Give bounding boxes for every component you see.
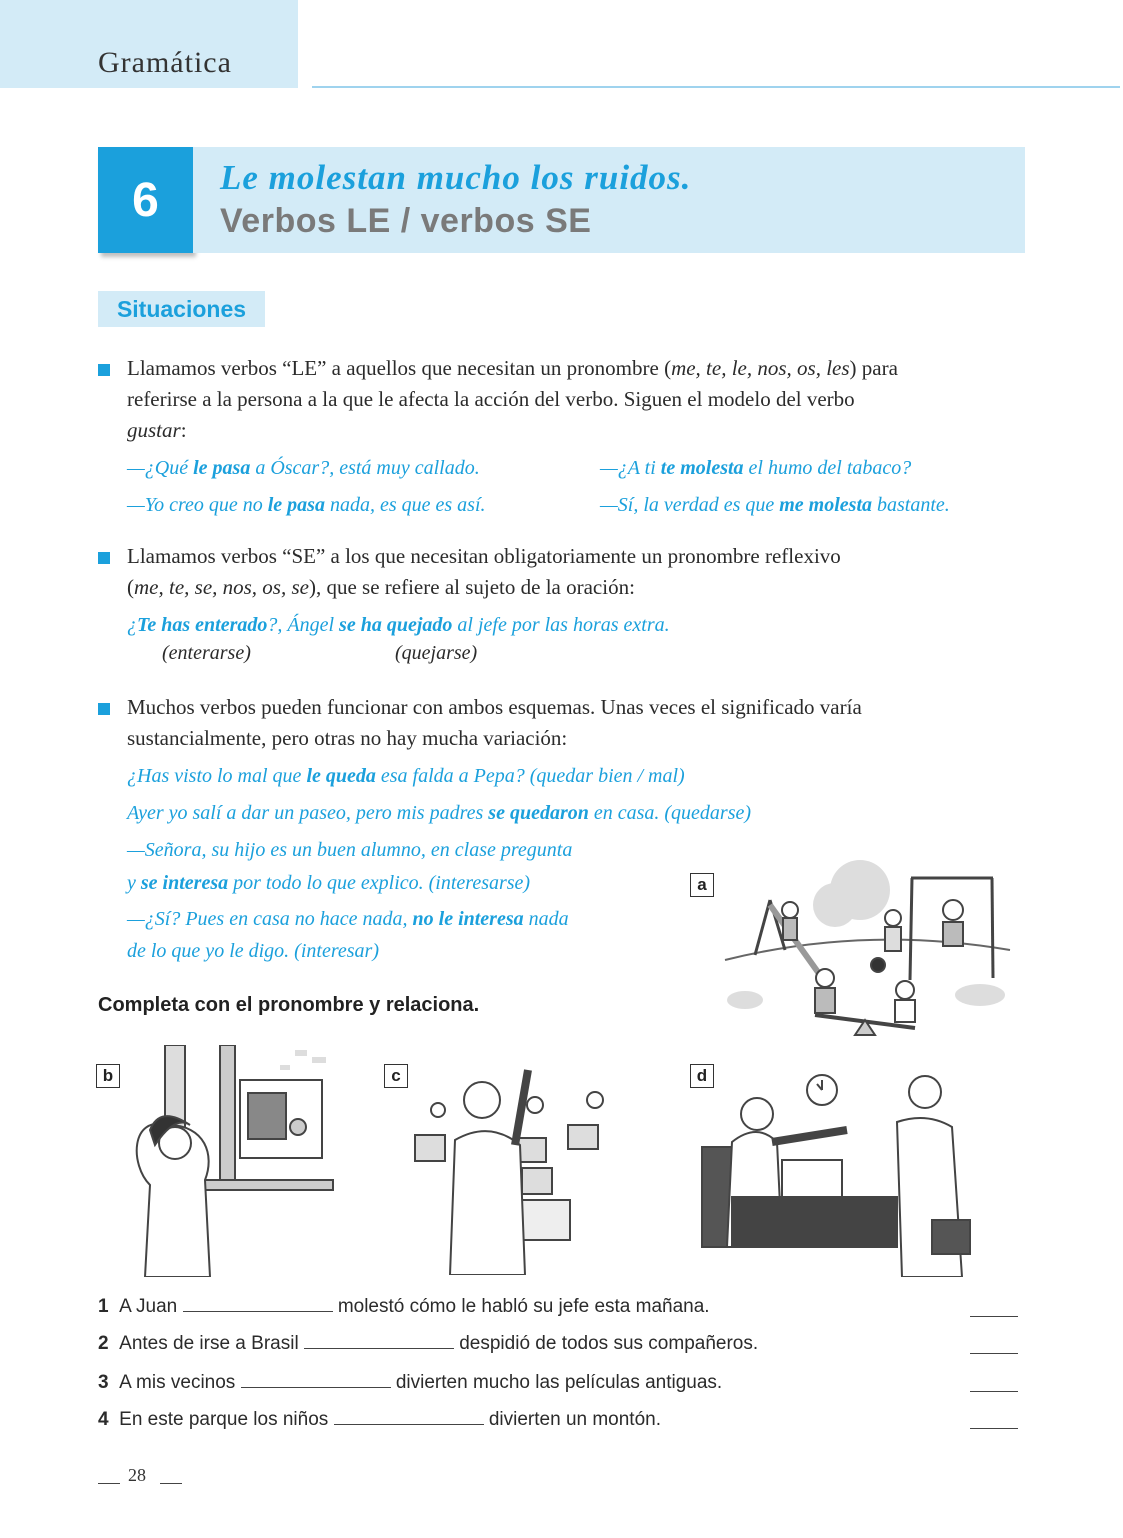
infinitive-note: (quejarse) bbox=[395, 642, 478, 664]
example-line: —Sí, la verdad es que me molesta bastante. bbox=[600, 494, 950, 516]
infinitive-note: (enterarse) bbox=[162, 642, 251, 664]
illustration-boss-office bbox=[697, 1072, 1002, 1277]
example-line: de lo que yo le digo. (interesar) bbox=[127, 940, 379, 962]
exercise-item: 4 En este parque los niños divierten un montón. bbox=[98, 1409, 662, 1430]
bullet-square bbox=[98, 552, 110, 564]
section-label: Situaciones bbox=[98, 291, 265, 327]
label-d: d bbox=[690, 1064, 714, 1088]
block2-text: Llamamos verbos “SE” a los que necesitan obligatoriamente un pronombre reflexivo (me, te, se, nos, os, se), que se refiere al sujeto de la oración: bbox=[127, 544, 841, 599]
label-b: b bbox=[96, 1064, 120, 1088]
illustration-playground bbox=[715, 850, 1020, 1045]
exercise-item: 1 A Juan molestó cómo le habló su jefe esta mañana. bbox=[98, 1296, 710, 1317]
match-blank[interactable] bbox=[970, 1353, 1018, 1354]
match-blank[interactable] bbox=[970, 1316, 1018, 1317]
example-line: —Yo creo que no le pasa nada, es que es así. bbox=[127, 494, 486, 516]
example-line: —Señora, su hijo es un buen alumno, en clase pregunta bbox=[127, 839, 573, 861]
exercise-item: 3 A mis vecinos divierten mucho las películas antiguas. bbox=[98, 1372, 723, 1393]
label-a: a bbox=[690, 873, 714, 897]
example-line: y se interesa por todo lo que explico. (interesarse) bbox=[127, 872, 531, 894]
block1-text: Llamamos verbos “LE” a aquellos que necesitan un pronombre (me, te, le, nos, os, les) para referirse a la persona a la que le afecta la acción del verbo. Siguen el modelo del verbo gustar: bbox=[127, 356, 898, 442]
section-header: Gramática bbox=[98, 46, 232, 79]
header-rule bbox=[312, 86, 1120, 88]
match-blank[interactable] bbox=[970, 1428, 1018, 1429]
example-line: —¿Sí? Pues en casa no hace nada, no le interesa nada bbox=[127, 908, 569, 930]
page-rule bbox=[98, 1483, 120, 1484]
example-line: ¿Te has enterado?, Ángel se ha quejado al jefe por las horas extra. bbox=[127, 614, 670, 636]
answer-blank[interactable] bbox=[334, 1410, 484, 1425]
page-rule bbox=[160, 1483, 182, 1484]
match-blank[interactable] bbox=[970, 1391, 1018, 1392]
answer-blank[interactable] bbox=[304, 1334, 454, 1349]
unit-number: 6 bbox=[98, 147, 193, 253]
example-line: Ayer yo salí a dar un paseo, pero mis padres se quedaron en casa. (quedarse) bbox=[127, 802, 752, 824]
example-line: —¿Qué le pasa a Óscar?, está muy callado. bbox=[127, 457, 480, 479]
page-number: 28 bbox=[128, 1465, 146, 1485]
answer-blank[interactable] bbox=[183, 1297, 333, 1312]
label-c: c bbox=[384, 1064, 408, 1088]
bullet-square bbox=[98, 703, 110, 715]
unit-subtitle: Verbos LE / verbos SE bbox=[220, 202, 592, 240]
unit-title: Le molestan mucho los ruidos. bbox=[220, 158, 692, 197]
exercise-instruction: Completa con el pronombre y relaciona. bbox=[98, 994, 480, 1016]
example-line: —¿A ti te molesta el humo del tabaco? bbox=[600, 457, 912, 479]
bullet-square bbox=[98, 364, 110, 376]
illustration-office-workers bbox=[410, 1050, 630, 1275]
illustration-window-scene bbox=[120, 1045, 335, 1277]
exercise-item: 2 Antes de irse a Brasil despidió de todos sus compañeros. bbox=[98, 1333, 759, 1354]
answer-blank[interactable] bbox=[241, 1373, 391, 1388]
example-line: ¿Has visto lo mal que le queda esa falda a Pepa? (quedar bien / mal) bbox=[127, 765, 685, 787]
block3-text: Muchos verbos pueden funcionar con ambos esquemas. Unas veces el significado varía sustancialmente, pero otras no hay mucha variación: bbox=[127, 695, 862, 750]
